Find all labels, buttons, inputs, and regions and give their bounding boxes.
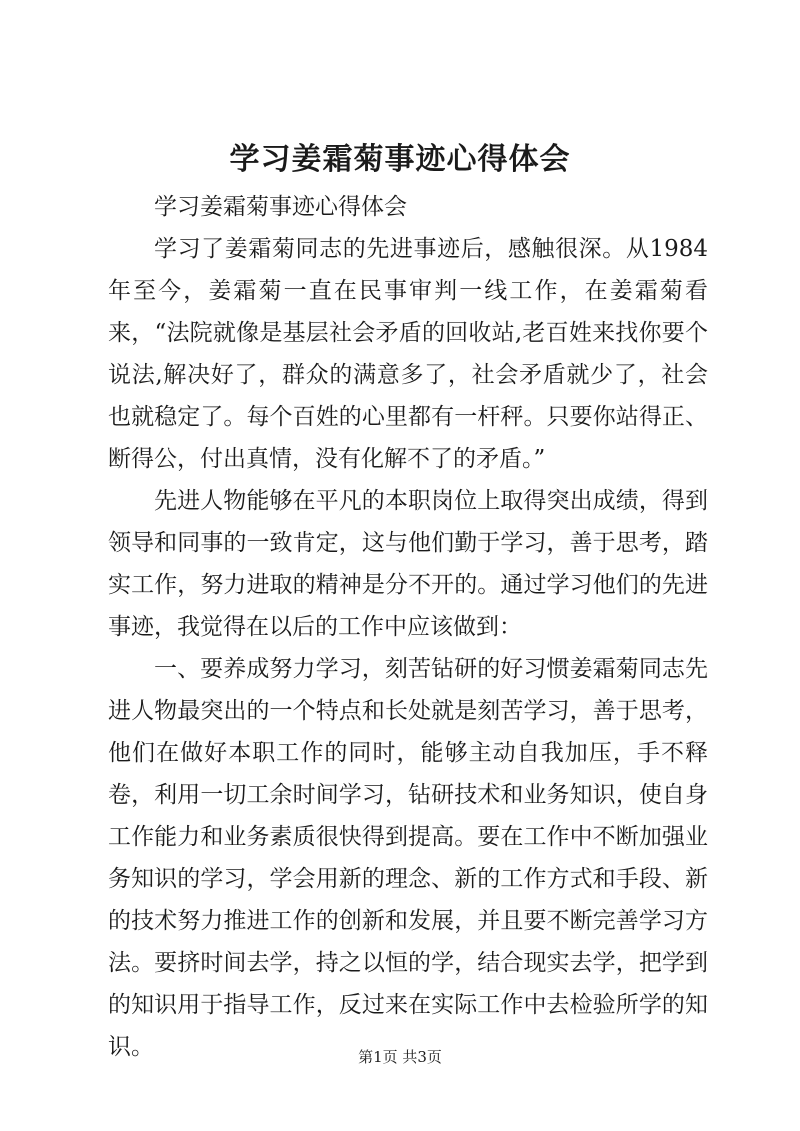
paragraph-subtitle: 学习姜霜菊事迹心得体会	[154, 194, 407, 220]
paragraph-advanced-figures: 先进人物能够在平凡的本职岗位上取得突出成绩，得到领导和同事的一致肯定，这与他们勤于学习，善于思考，踏实工作，努力进取的精神是分不开的。通过学习他们的先进事迹，我觉得在以后的工作中应该做到：	[108, 488, 708, 640]
paragraph-intro: 学习了姜霜菊同志的先进事迹后，感触很深。从1984年至今，姜霜菊一直在民事审判一线工作，在姜霜菊看来，“法院就像是基层社会矛盾的回收站,老百姓来找你要个说法,解决好了，群众的满意多了，社会矛盾就少了，社会也就稳定了。每个百姓的心里都有一杆秤。只要你站得正、断得公，付出真情，没有化解不了的矛盾。”	[108, 236, 708, 472]
paragraph-point-one: 一、要养成努力学习，刻苦钻研的好习惯姜霜菊同志先进人物最突出的一个特点和长处就是刻苦学习，善于思考，他们在做好本职工作的同时，能够主动自我加压，手不释卷，利用一切工余时间学习，钻研技术和业务知识，使自身工作能力和业务素质很快得到提高。要在工作中不断加强业务知识的学习，学会用新的理念、新的工作方式和手段、新的技术努力推进工作的创新和发展，并且要不断完善学习方法。要挤时间去学，持之以恒的学，结合现实去学，把学到的知识用于指导工作，反过来在实际工作中去检验所学的知识。	[108, 656, 708, 1060]
document-body	[108, 186, 708, 1068]
document-title: 学习姜霜菊事迹心得体会	[229, 142, 571, 177]
page-footer: 第1页 共3页	[358, 1048, 442, 1066]
